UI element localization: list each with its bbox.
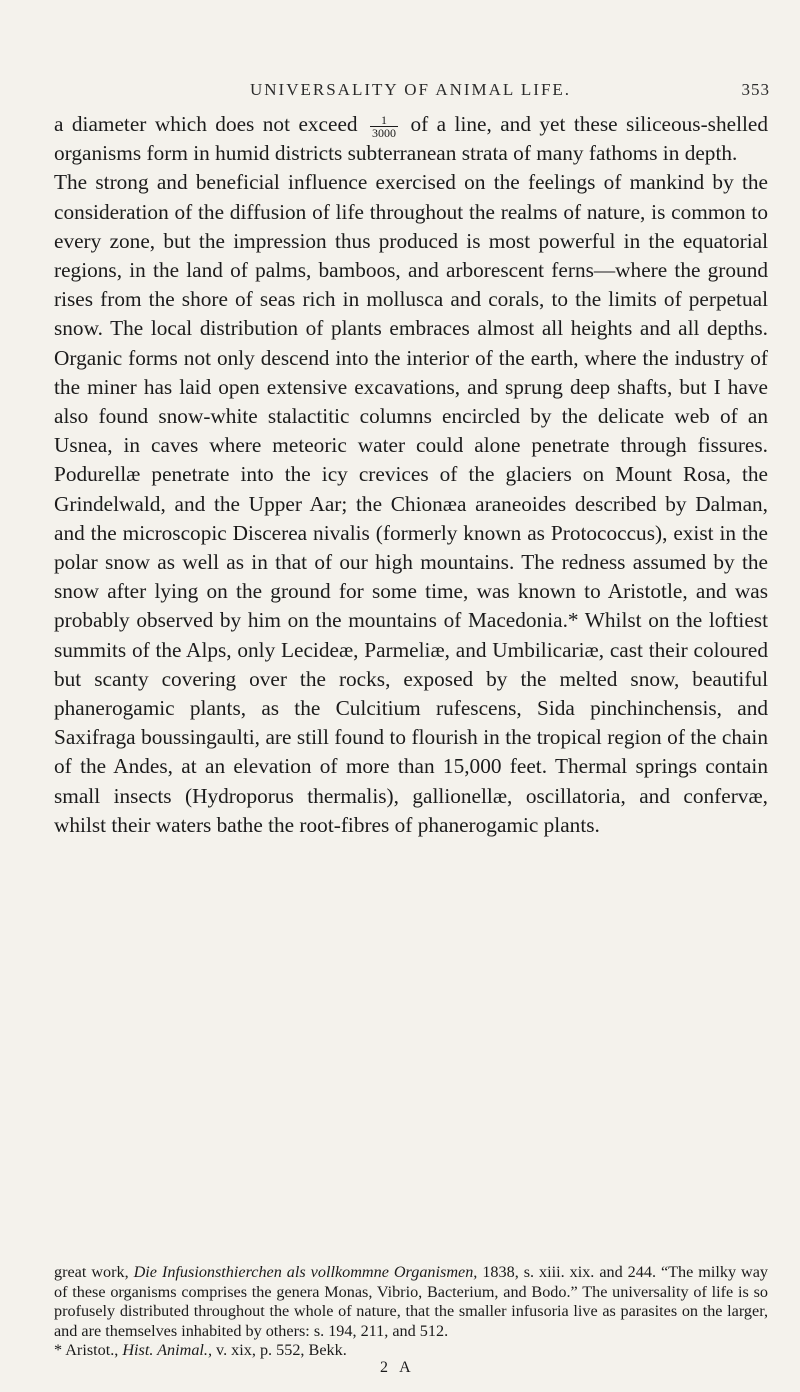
fraction-numerator: 1	[370, 114, 398, 127]
footnote-book-title: Hist. Animal.,	[122, 1341, 212, 1359]
paragraph-continued	[54, 110, 768, 168]
running-header	[250, 80, 770, 100]
fraction-denominator: 3000	[372, 125, 396, 140]
footnotes	[54, 1263, 768, 1361]
running-title: UNIVERSALITY OF ANIMAL LIFE.	[250, 80, 572, 99]
page-number: 353	[741, 80, 770, 99]
paragraph: The strong and beneficial influence exercised on the feelings of mankind by the consideration of the diffusion of life throughout the realms of nature, is common to every zone, but the impression thus produced is most powerful in the equatorial regions, in the land of palms, bamboos, and arborescent ferns—where the ground rises from the shore of seas rich in mollusca and corals, to the limits of perpetual snow. The local distribution of plants embraces almost all heights and all depths. Organic forms not only descend into the interior of the earth, where the industry of the miner has laid open extensive excavations, and sprung deep shafts, but I have also found snow-white stalactitic columns encircled by the delicate web of an Usnea, in caves where meteoric water could alone penetrate through fissures. Podurellæ penetrate into the icy crevices of the glaciers on Mount Rosa, the Grindelwald, and the Upper Aar; the Chionæa araneoides described by Dalman, and the microscopic Discerea nivalis (formerly known as Protococcus), exist in the polar snow as well as in that of our high mountains. The redness assumed by the snow after lying on the ground for some time, was known to Aristotle, and was probably observed by him on the mountains of Macedonia.* Whilst on the loftiest summits of the Alps, only Lecideæ, Parmeliæ, and Umbilicariæ, cast their coloured but scanty covering over the rocks, exposed by the melted snow, beautiful phanerogamic plants, as the Culcitium rufescens, Sida pinchinchensis, and Saxifraga boussingaulti, are still found to flourish in the tropical region of the chain of the Andes, at an elevation of more than 15,000 feet. Thermal springs contain small insects (Hydroporus thermalis), gallionellæ, oscillatoria, and confervæ, whilst their waters bathe the root-fibres of phanerogamic plants.	[54, 170, 768, 837]
footnote-aristotle	[54, 1341, 768, 1361]
footnote-continued	[54, 1263, 768, 1341]
footnote-text: v. xix, p. 552, Bekk.	[216, 1341, 347, 1359]
footnote-book-title: Die Infusionsthierchen als vollkommne Organismen,	[133, 1263, 478, 1281]
footnote-text: 1838, s. xiii. xix. and 244. “The milky way of these organisms comprises the genera Monas, Vibrio, Bacterium, and Bodo.” The universality of life is so profusely distributed throughout the whole of nature, that the smaller infusoria live as parasites on the larger, and are themselves inhabited by others: s. 194, 211, and 512.	[54, 1263, 768, 1340]
fraction	[370, 114, 398, 139]
text-segment: of a line, and yet these siliceous-shelled organisms form in humid districts subterranean strata of many fathoms in depth.	[54, 112, 769, 166]
footnote-text: great work,	[54, 1263, 129, 1281]
signature-mark: 2 A	[380, 1359, 415, 1376]
main-text	[54, 110, 768, 840]
footnote-text: * Aristot.,	[54, 1341, 119, 1359]
text-segment: a diameter which does not exceed	[54, 112, 358, 136]
